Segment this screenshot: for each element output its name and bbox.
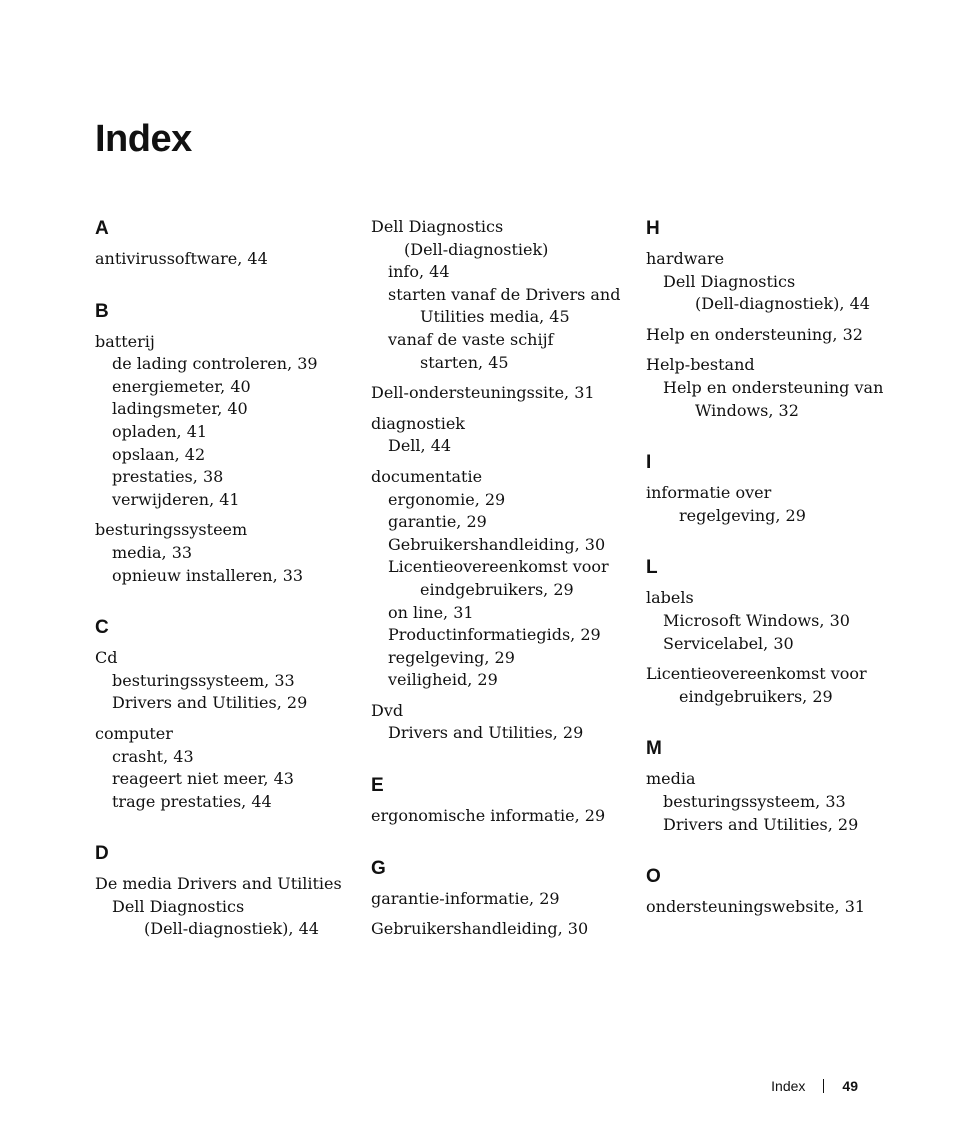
index-subterm: opladen, 41 <box>112 421 208 441</box>
index-term: batterij <box>95 331 155 351</box>
index-term: media <box>646 769 696 789</box>
index-subterm: prestaties, 38 <box>112 467 224 487</box>
index-section <box>95 216 355 271</box>
index-subterm: Drivers and Utilities, 29 <box>112 693 308 713</box>
index-entry <box>371 805 631 828</box>
section-letter: B <box>95 300 109 322</box>
index-term-continuation: (Dell-diagnostiek) <box>404 239 549 259</box>
section-letter: A <box>95 218 109 239</box>
index-subterm: ladingsmeter, 40 <box>112 399 248 419</box>
section-letter: H <box>646 218 660 239</box>
index-term-continuation: (Dell-diagnostiek), 44 <box>144 919 319 939</box>
index-entry <box>371 918 631 941</box>
index-term: diagnostiek <box>371 413 465 433</box>
section-letter: G <box>371 857 386 879</box>
index-entry <box>646 248 906 316</box>
index-section <box>646 450 906 527</box>
index-subterm: crasht, 43 <box>112 746 194 766</box>
index-term: besturingssysteem <box>95 520 248 540</box>
section-letter: C <box>95 617 109 639</box>
index-subterm: Microsoft Windows, 30 <box>663 610 850 630</box>
index-subterm: Dell Diagnostics <box>112 896 245 916</box>
index-term: ondersteuningswebsite, 31 <box>646 897 866 917</box>
index-term-continuation: regelgeving, 29 <box>679 505 806 525</box>
index-section <box>371 856 631 941</box>
index-subterm: Help en ondersteuning van <box>663 377 884 397</box>
index-subterm: besturingssysteem, 33 <box>663 791 846 811</box>
index-term: ergonomische informatie, 29 <box>371 806 606 826</box>
index-term: Licentieovereenkomst voor <box>646 664 867 684</box>
index-subterm: starten vanaf de Drivers and <box>388 284 621 304</box>
index-term-continuation: (Dell-diagnostiek), 44 <box>695 294 870 314</box>
index-term: Help en ondersteuning, 32 <box>646 324 863 344</box>
index-term: Help-bestand <box>646 355 755 375</box>
index-term: informatie over <box>646 483 772 503</box>
index-section <box>95 841 355 941</box>
index-term: computer <box>95 723 173 743</box>
index-subterm: vanaf de vaste schijf <box>388 329 554 349</box>
index-subterm: opnieuw installeren, 33 <box>112 565 304 585</box>
index-subterm: Licentieovereenkomst voor <box>388 557 609 577</box>
index-term-continuation: Windows, 32 <box>695 400 799 420</box>
index-term: Dell-ondersteuningssite, 31 <box>371 383 595 403</box>
index-subterm: Dell Diagnostics <box>663 271 796 291</box>
index-subterm: energiemeter, 40 <box>112 376 251 396</box>
index-section <box>646 555 906 708</box>
index-term: labels <box>646 588 694 608</box>
page-title: Index <box>95 118 192 160</box>
index-entry <box>95 647 355 715</box>
index-entry <box>646 587 906 655</box>
index-entry <box>95 248 355 271</box>
index-entry <box>646 663 906 708</box>
index-subterm: garantie, 29 <box>388 512 487 532</box>
index-term: Dvd <box>371 700 404 720</box>
index-entry <box>95 519 355 587</box>
section-letter: L <box>646 557 658 579</box>
index-term: hardware <box>646 249 725 268</box>
index-entry <box>371 216 631 374</box>
page-number: 49 <box>842 1078 858 1094</box>
index-entry <box>371 888 631 911</box>
index-term-continuation: eindgebruikers, 29 <box>420 579 574 599</box>
index-entry <box>95 331 355 512</box>
index-entry <box>95 723 355 813</box>
index-subterm: regelgeving, 29 <box>388 647 515 667</box>
index-entry <box>646 324 906 347</box>
index-subterm: verwijderen, 41 <box>112 489 240 509</box>
index-term-continuation: Utilities media, 45 <box>420 307 570 327</box>
index-subterm: veiligheid, 29 <box>388 670 498 690</box>
index-term: Gebruikershandleiding, 30 <box>371 919 589 939</box>
index-subterm: besturingssysteem, 33 <box>112 670 295 690</box>
index-entry <box>646 896 906 919</box>
index-subterm: Drivers and Utilities, 29 <box>663 814 859 834</box>
index-term: garantie-informatie, 29 <box>371 888 560 908</box>
footer-label: Index <box>771 1078 806 1094</box>
index-subterm: ergonomie, 29 <box>388 489 506 509</box>
section-letter: M <box>646 738 662 760</box>
index-entry <box>95 873 355 941</box>
index-entry <box>371 382 631 405</box>
index-entry <box>371 466 631 692</box>
index-term: Dell Diagnostics <box>371 217 504 236</box>
index-subterm: reageert niet meer, 43 <box>112 769 294 789</box>
section-letter: I <box>646 452 652 474</box>
section-letter: D <box>95 843 109 865</box>
index-subterm: Productinformatiegids, 29 <box>388 625 601 645</box>
index-subterm: trage prestaties, 44 <box>112 791 272 811</box>
page-footer <box>771 1078 858 1094</box>
index-section <box>95 299 355 588</box>
section-letter: O <box>646 866 661 888</box>
index-subterm: on line, 31 <box>388 602 474 622</box>
index-section <box>371 216 631 745</box>
index-column-1 <box>95 216 355 969</box>
index-term: Cd <box>95 648 118 668</box>
index-subterm: Servicelabel, 30 <box>663 633 794 653</box>
section-letter: E <box>371 775 384 797</box>
index-term-continuation: eindgebruikers, 29 <box>679 686 833 706</box>
index-term: De media Drivers and Utilities <box>95 874 342 894</box>
index-section <box>95 615 355 813</box>
index-subterm: media, 33 <box>112 542 193 562</box>
index-subterm: de lading controleren, 39 <box>112 354 318 374</box>
index-term: antivirussoftware, 44 <box>95 249 268 268</box>
index-entry <box>646 482 906 527</box>
index-subterm: Dell, 44 <box>388 436 452 456</box>
index-section <box>646 216 906 422</box>
index-entry <box>371 700 631 745</box>
index-subterm: Drivers and Utilities, 29 <box>388 723 584 743</box>
footer-divider <box>823 1079 824 1093</box>
index-section <box>371 773 631 828</box>
index-entry <box>371 413 631 458</box>
index-section <box>646 736 906 836</box>
index-entry <box>646 354 906 422</box>
index-term-continuation: starten, 45 <box>420 352 509 372</box>
index-entry <box>646 768 906 836</box>
index-column-2 <box>371 216 631 969</box>
index-section <box>646 864 906 919</box>
index-term: documentatie <box>371 466 483 486</box>
index-subterm: opslaan, 42 <box>112 444 206 464</box>
index-subterm: Gebruikershandleiding, 30 <box>388 534 606 554</box>
index-column-3 <box>646 216 906 947</box>
index-subterm: info, 44 <box>388 262 450 282</box>
